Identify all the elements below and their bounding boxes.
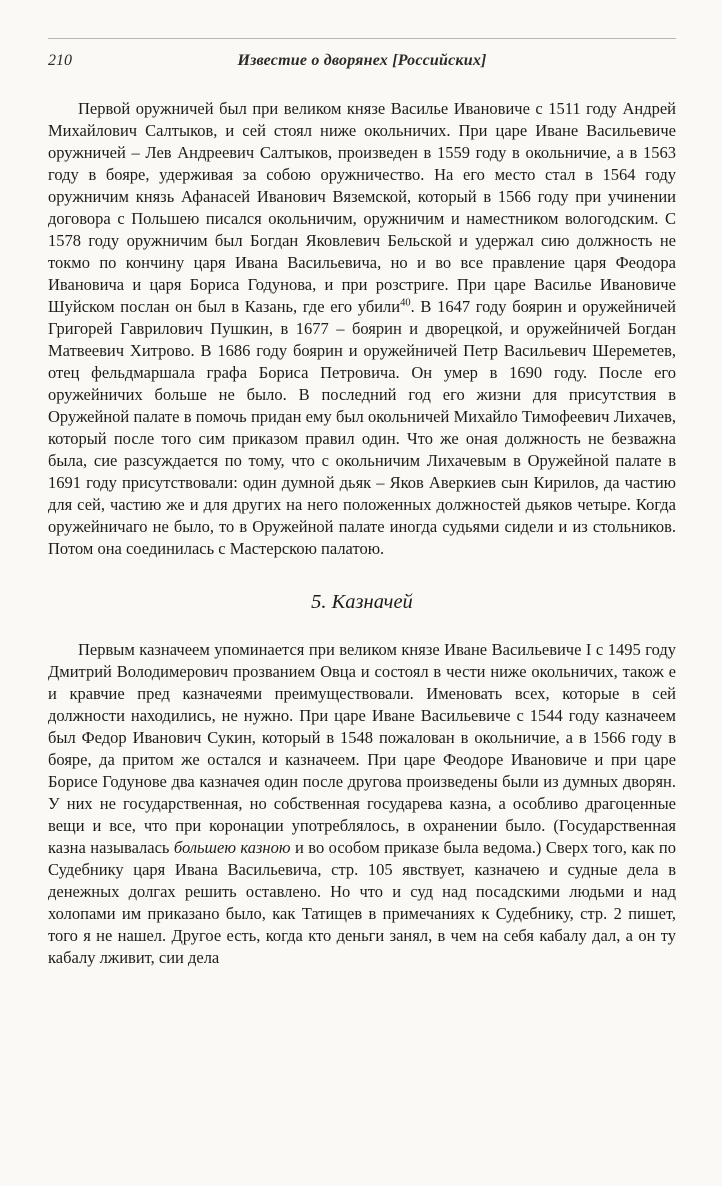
footnote-marker: 40 bbox=[400, 297, 411, 309]
paragraph-text: Первым казначеем упоминается при великом князе Иване Васильевиче I с 1495 году Дмитрий Володимерович прозванием Овца и состоял в чести ниже окольничих, також е и кравчие пред казначеями преимуществовали. Именовать всех, которые в сей должности находились, не нужно. При царе Иване Васильевиче с 1544 году казначеем был Федор Иванович Сукин, который в 1548 пожалован в окольничие, а в 1566 году в бояре, да притом же остался и казначеем. При царе Феодоре Ивановиче и при царе Борисе Годунове два казначея один после другова произведены были из думных дворян. У них не государственная, но собственная государева казна, а особливо драгоценные вещи и все, что при коронации употреблялось, в охранении было. (Государственная казна называлась bbox=[48, 640, 676, 857]
running-title: Известие о дворянех [Российских] bbox=[237, 52, 487, 69]
paragraph-kaznachey bbox=[48, 639, 676, 969]
paragraph-text: и во особом приказе была ведома.) Сверх того, как по Судебнику царя Ивана Васильевича, стр. 105 явствует, казначею и судные дела в денежных долгах решить оставлено. Но что и суд над посадскими людьми и над холопами им приказано было, как Татищев в примечаниях к Судебнику, стр. 2 пишет, того я не нашел. Другое есть, когда кто деньги занял, в чем на себя кабалу дал, а он ту кабалу лживит, сии дела bbox=[48, 838, 676, 967]
italic-phrase: большею казною bbox=[173, 838, 291, 857]
paragraph-text: . В 1647 году боярин и оружейничей Григорей Гаврилович Пушкин, в 1677 – боярин и дворецкой, и оружейничей Богдан Матвеевич Хитрово. В 1686 году боярин и оружейничей Петр Васильевич Шереметев, отец фельдмаршала графа Бориса Петровича. Он умер в 1690 году. После его оружейничих больше не было. В последний год его жизни для присутствия в Оружейной палате в помочь придан ему был окольничей Михайло Тимофеевич Лихачев, который после того сим приказом правил один. Что же оная должность не безважна была, сие разсуждается по тому, что с окольничим Лихачевым в Оружейной палате в 1691 году присутствовали: один думной дьяк – Яков Аверкиев сын Кирилов, да частию для сей, частию же и для других на него положенных должностей дьяков четыре. Когда оружейничаго не было, то в Оружейной палате иногда судьями сидели и из стольников. Потом она соединилась с Мастерскою палатою. bbox=[48, 297, 676, 558]
running-header bbox=[48, 52, 676, 76]
page-body bbox=[48, 98, 676, 969]
header-rule bbox=[48, 38, 676, 39]
section-heading: 5. Казначей bbox=[311, 591, 413, 613]
paragraph-oruzhnichy bbox=[48, 98, 676, 560]
page-number: 210 bbox=[48, 52, 72, 69]
paragraph-text: Первой оружничей был при великом князе Василье Ивановиче с 1511 году Андрей Михайлович Салтыков, и сей стоял ниже окольничих. При царе Иване Васильевиче оружничей – Лев Андреевич Салтыков, произведен в 1559 году в окольничие, а в 1563 году в бояре, удерживая за собою оружничество. На его место стал в 1564 году оружничим князь Афанасей Иванович Вяземской, который в 1566 году при учинении договора с Польшею писался окольничим, оружничим и наместником вологодским. С 1578 году оружничим был Богдан Яковлевич Бельской и удержал сию должность не токмо по кончину царя Ивана Васильевича, но и во все правление царя Феодора Ивановича и царя Бориса Годунова, и при розстриге. При царе Василье Ивановиче Шуйском послан он был в Казань, где его убили bbox=[48, 99, 676, 316]
